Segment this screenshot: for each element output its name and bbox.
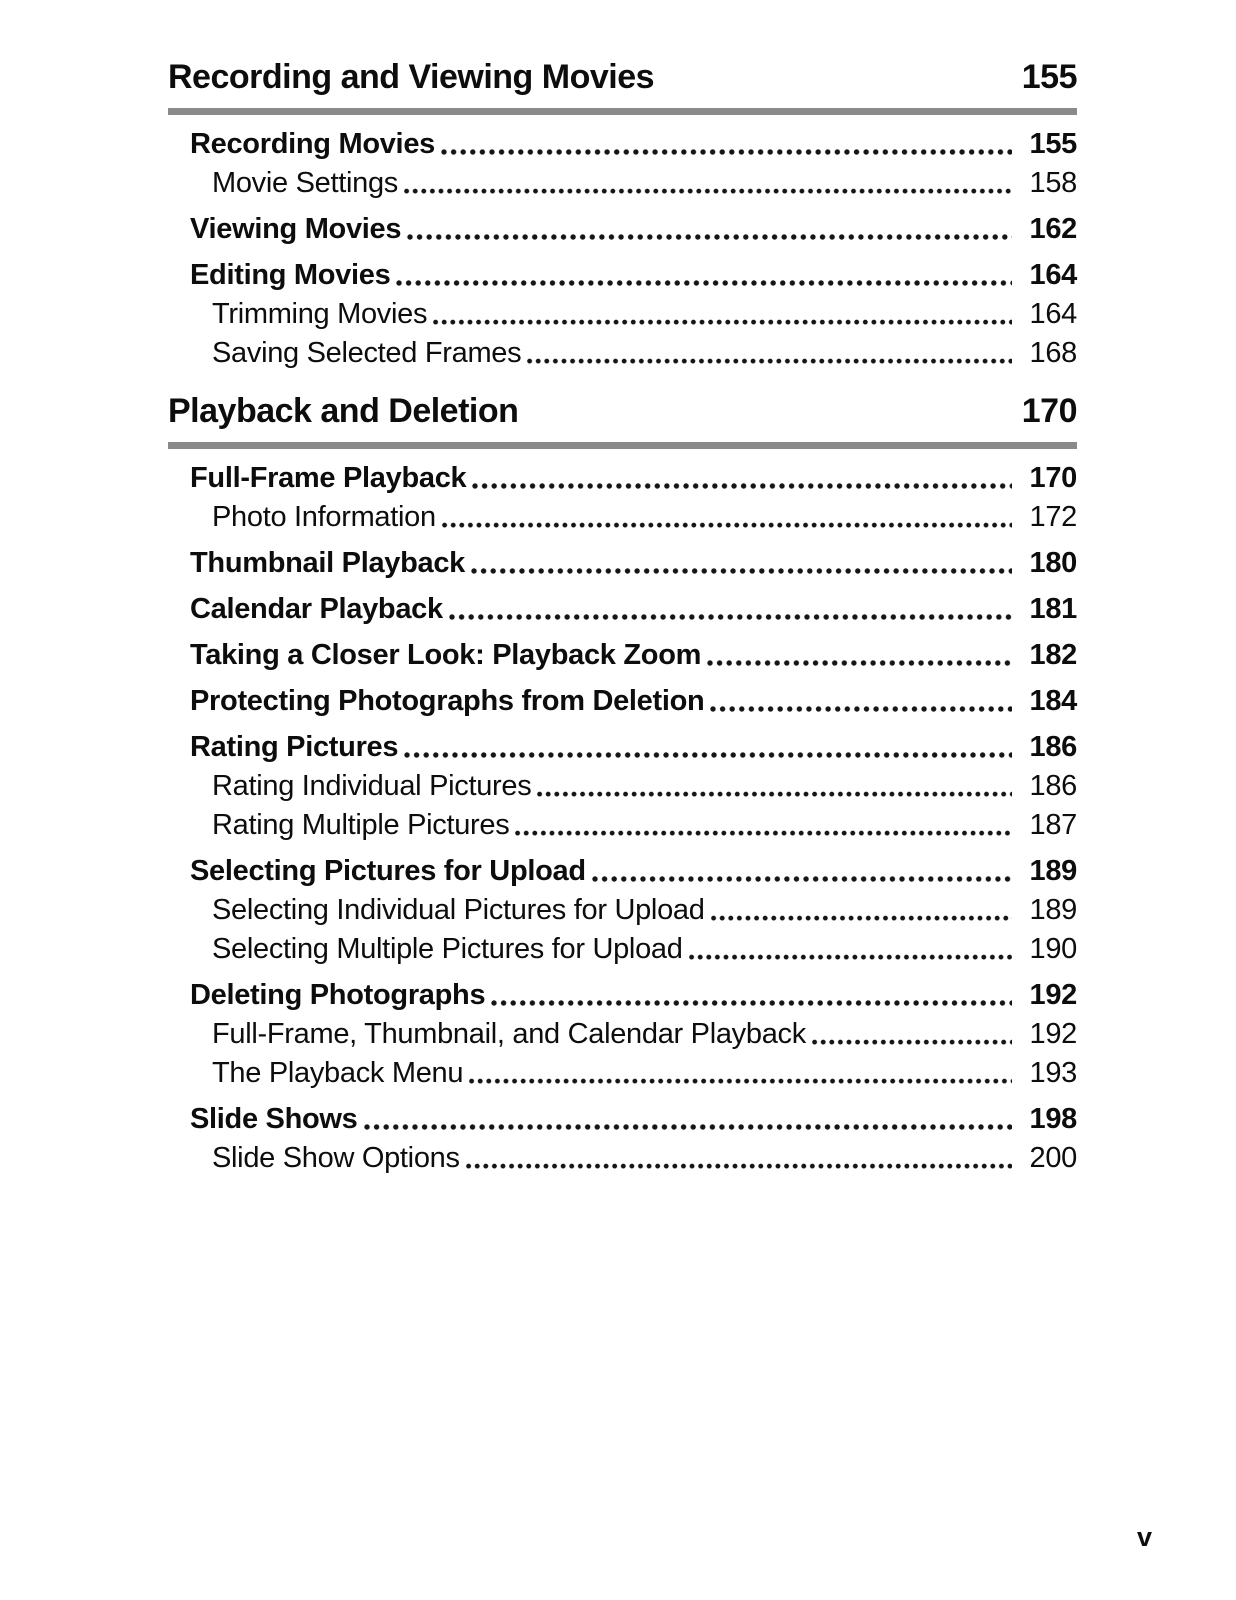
section-title: Playback and Deletion xyxy=(168,392,519,430)
entry-label: Rating Multiple Pictures xyxy=(212,809,510,841)
dot-leader xyxy=(586,855,1015,888)
section-rule xyxy=(168,442,1077,449)
entry-page-number: 200 xyxy=(1029,1142,1077,1174)
entry-page-number: 187 xyxy=(1029,809,1077,841)
entry-label: Selecting Pictures for Upload xyxy=(190,855,586,887)
entry-page-number: 186 xyxy=(1029,731,1077,763)
toc-entry xyxy=(168,128,1077,161)
dot-leader xyxy=(466,462,1015,495)
toc-entry xyxy=(168,593,1077,626)
entry-page-number: 198 xyxy=(1029,1103,1077,1135)
dot-leader xyxy=(704,685,1015,718)
entry-page-number: 186 xyxy=(1029,770,1077,802)
entry-page-number: 180 xyxy=(1029,547,1077,579)
entry-label: Full-Frame Playback xyxy=(190,462,467,494)
entry-label: Rating Pictures xyxy=(190,731,399,763)
toc-entry xyxy=(168,259,1077,292)
toc-entry xyxy=(168,979,1077,1012)
entry-page-number: 170 xyxy=(1029,462,1077,494)
entry-page-number: 164 xyxy=(1029,259,1077,291)
entry-page-number: 158 xyxy=(1029,167,1077,199)
section-header xyxy=(168,392,1077,430)
entry-page-number: 192 xyxy=(1029,1018,1077,1050)
dot-leader xyxy=(390,259,1015,292)
dot-leader xyxy=(701,639,1015,672)
dot-leader xyxy=(427,298,1015,331)
entry-label: Selecting Multiple Pictures for Upload xyxy=(212,933,683,965)
dot-leader xyxy=(460,1142,1015,1175)
toc-entry xyxy=(168,337,1077,370)
toc-entry xyxy=(168,731,1077,764)
section-entries xyxy=(168,128,1077,370)
section-page-number: 170 xyxy=(1021,392,1077,430)
entry-label: Saving Selected Frames xyxy=(212,337,522,369)
dot-leader xyxy=(806,1018,1015,1051)
entry-page-number: 182 xyxy=(1029,639,1077,671)
toc-entry xyxy=(168,639,1077,672)
folio-page-number: v xyxy=(1136,1522,1152,1552)
entry-label: Full-Frame, Thumbnail, and Calendar Playback xyxy=(212,1018,806,1050)
entry-label: Slide Show Options xyxy=(212,1142,460,1174)
dot-leader xyxy=(443,593,1015,626)
toc-entry xyxy=(168,855,1077,888)
entry-label: The Playback Menu xyxy=(212,1057,464,1089)
toc-entry xyxy=(168,298,1077,331)
dot-leader xyxy=(683,933,1015,966)
toc-entry xyxy=(168,462,1077,495)
toc-entry xyxy=(168,167,1077,200)
entry-label: Slide Shows xyxy=(190,1103,358,1135)
entry-label: Photo Information xyxy=(212,501,436,533)
dot-leader xyxy=(436,501,1015,534)
entry-label: Selecting Individual Pictures for Upload xyxy=(212,894,705,926)
entry-label: Editing Movies xyxy=(190,259,391,291)
entry-page-number: 189 xyxy=(1029,894,1077,926)
section-header xyxy=(168,58,1077,96)
dot-leader xyxy=(531,770,1015,803)
entry-label: Deleting Photographs xyxy=(190,979,486,1011)
toc-entry xyxy=(168,770,1077,803)
entry-page-number: 164 xyxy=(1029,298,1077,330)
entry-label: Rating Individual Pictures xyxy=(212,770,532,802)
dot-leader xyxy=(398,167,1015,200)
entry-label: Movie Settings xyxy=(212,167,398,199)
toc-entry xyxy=(168,501,1077,534)
entry-label: Recording Movies xyxy=(190,128,435,160)
toc-entry xyxy=(168,685,1077,718)
toc-entry xyxy=(168,1142,1077,1175)
entry-label: Protecting Photographs from Deletion xyxy=(190,685,705,717)
entry-page-number: 193 xyxy=(1029,1057,1077,1089)
dot-leader xyxy=(465,547,1015,580)
toc-entry xyxy=(168,213,1077,246)
entry-label: Viewing Movies xyxy=(190,213,402,245)
entry-label: Taking a Closer Look: Playback Zoom xyxy=(190,639,702,671)
toc-entry xyxy=(168,547,1077,580)
entry-page-number: 189 xyxy=(1029,855,1077,887)
entry-page-number: 181 xyxy=(1029,593,1077,625)
section-entries xyxy=(168,462,1077,1175)
toc-entry xyxy=(168,1103,1077,1136)
toc-entry xyxy=(168,933,1077,966)
entry-page-number: 172 xyxy=(1029,501,1077,533)
entry-page-number: 190 xyxy=(1029,933,1077,965)
toc-entry xyxy=(168,1057,1077,1090)
toc-entry xyxy=(168,809,1077,842)
section-page-number: 155 xyxy=(1021,58,1077,96)
entry-label: Thumbnail Playback xyxy=(190,547,466,579)
entry-page-number: 192 xyxy=(1029,979,1077,1011)
dot-leader xyxy=(463,1057,1015,1090)
toc-entry xyxy=(168,1018,1077,1051)
dot-leader xyxy=(358,1103,1015,1136)
dot-leader xyxy=(485,979,1015,1012)
toc-entry xyxy=(168,894,1077,927)
dot-leader xyxy=(435,128,1015,161)
dot-leader xyxy=(401,213,1015,246)
dot-leader xyxy=(509,809,1015,842)
entry-page-number: 155 xyxy=(1029,128,1077,160)
dot-leader xyxy=(705,894,1015,927)
entry-page-number: 168 xyxy=(1029,337,1077,369)
section-title: Recording and Viewing Movies xyxy=(168,58,655,96)
entry-label: Trimming Movies xyxy=(212,298,428,330)
dot-leader xyxy=(398,731,1015,764)
section-rule xyxy=(168,108,1077,115)
entry-page-number: 162 xyxy=(1029,213,1077,245)
dot-leader xyxy=(521,337,1015,370)
entry-label: Calendar Playback xyxy=(190,593,443,625)
entry-page-number: 184 xyxy=(1029,685,1077,717)
